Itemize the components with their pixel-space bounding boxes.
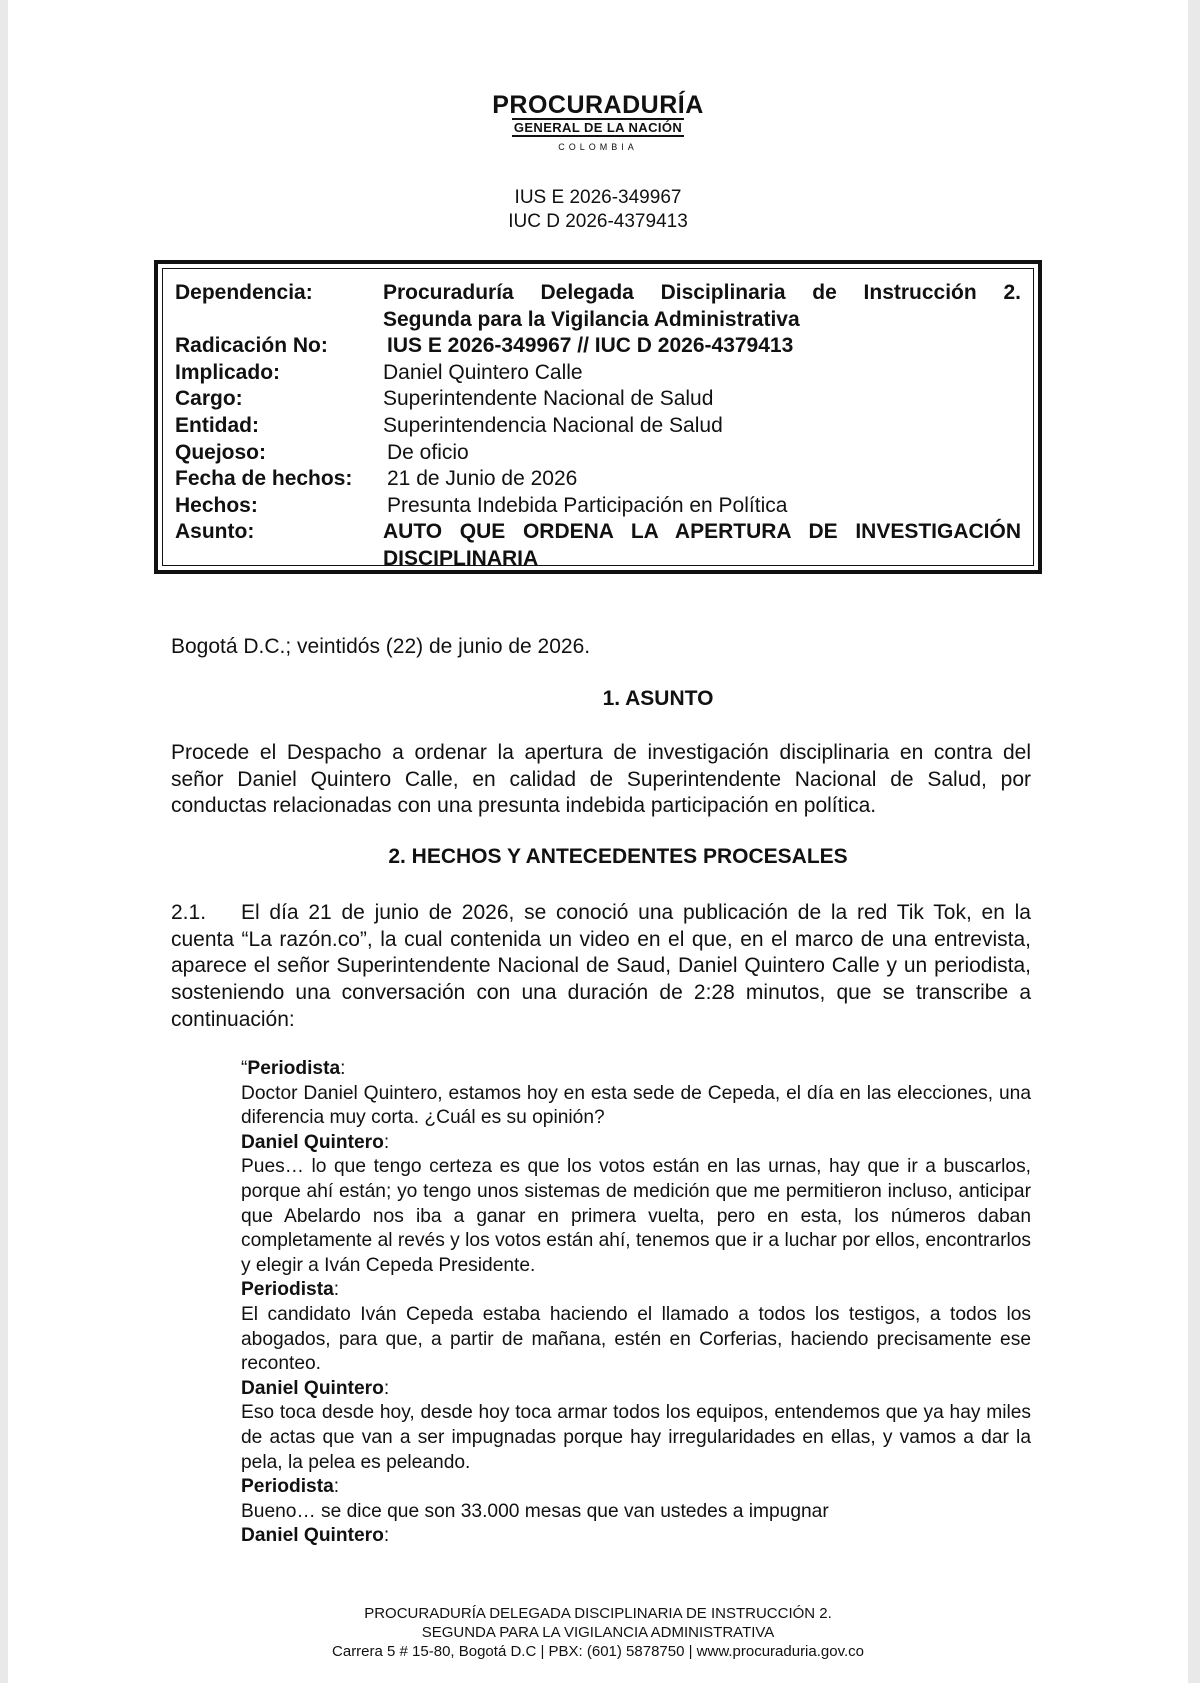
page-footer: [8, 1604, 1188, 1661]
value-cargo: Superintendente Nacional de Salud: [383, 387, 714, 411]
label-dependencia: Dependencia:: [175, 281, 313, 304]
speaker-name: Periodista: [247, 1058, 341, 1079]
procuraduria-logo: [8, 92, 1188, 155]
logo-sub-text: GENERAL DE LA NACIÓN: [513, 120, 683, 135]
speaker-colon: :: [383, 1525, 390, 1547]
speaker-line: [241, 1057, 1031, 1082]
speaker-line: [241, 1131, 1031, 1156]
row-asunto: [175, 519, 1021, 546]
speaker-colon: :: [340, 1058, 346, 1079]
label-hechos: Hechos:: [175, 493, 258, 517]
row-entidad: [175, 413, 1021, 440]
row-dependencia: [175, 280, 1021, 307]
ius-number: IUS E 2026-349967: [514, 187, 682, 208]
open-quote: “: [241, 1058, 248, 1079]
value-fecha: 21 de Junio de 2026: [387, 467, 578, 491]
document-page: [8, 0, 1188, 1683]
row-dependencia-2: [175, 307, 1021, 334]
row-hechos: [175, 493, 1021, 520]
label-spacer: [175, 307, 383, 334]
transcript-text: El candidato Iván Cepeda estaba haciendo el llamado a todos los testigos, a todos los abogados, para que, a partir de mañana, estén en Corferias, haciendo precisamente ese reconteo.: [241, 1303, 1031, 1375]
footer-line-1: PROCURADURÍA DELEGADA DISCIPLINARIA DE INSTRUCCIÓN 2.: [364, 1605, 832, 1622]
speaker-line: [241, 1278, 1031, 1303]
logo-main-text: PROCURADURÍA: [492, 91, 704, 119]
value-quejoso: De oficio: [387, 440, 469, 464]
speaker-name: Daniel Quintero: [241, 1377, 384, 1399]
speaker-colon: :: [383, 1377, 390, 1399]
case-info-box: [154, 260, 1042, 574]
value-implicado: Daniel Quintero Calle: [383, 360, 583, 384]
paragraph-2-1-number: 2.1.: [171, 901, 207, 924]
label-implicado: Implicado:: [175, 360, 281, 384]
speaker-name: Periodista: [241, 1279, 334, 1301]
label-quejoso: Quejoso:: [175, 440, 267, 464]
row-radicacion: [175, 333, 1021, 360]
transcript: [241, 1057, 1031, 1549]
speaker-colon: :: [333, 1279, 340, 1301]
speaker-name: Periodista: [241, 1476, 334, 1498]
transcript-text: Doctor Daniel Quintero, estamos hoy en esta sede de Cepeda, el día en las elecciones, una diferencia muy corta. ¿Cuál es su opinión?: [241, 1082, 1031, 1129]
iuc-number: IUC D 2026-4379413: [508, 211, 688, 232]
date-line: Bogotá D.C.; veintidós (22) de junio de 2026.: [171, 635, 591, 658]
transcript-text: Pues… lo que tengo certeza es que los votos están en las urnas, hay que ir a buscarlos, porque ahí están; yo tengo unos sistemas de medición que me permitieron incluso, anticipar que Abelardo nos iba a ganar en primera vuelta, pero en esta, los números daban completamente al revés y los votos están ahí, tenemos que ir a luchar por ellos, encontrarlos y elegir a Iván Cepeda Presidente.: [241, 1156, 1031, 1276]
transcript-text: Bueno… se dice que son 33.000 mesas que van ustedes a impugnar: [241, 1500, 829, 1522]
value-asunto-1: AUTO QUE ORDENA LA APERTURA DE INVESTIGACIÓN: [383, 520, 1021, 544]
label-asunto: Asunto:: [175, 520, 255, 544]
speaker-line: [241, 1377, 1031, 1402]
label-entidad: Entidad:: [175, 413, 259, 437]
speaker-colon: :: [383, 1131, 390, 1153]
speaker-name: Daniel Quintero: [241, 1131, 384, 1153]
value-entidad: Superintendencia Nacional de Salud: [383, 413, 723, 437]
section-1-text: Procede el Despacho a ordenar la apertura de investigación disciplinaria en contra del señor Daniel Quintero Calle, en calidad de Superintendente Nacional de Salud, por conductas relacionadas con una presunta indebida participación en política.: [171, 741, 1031, 818]
row-implicado: [175, 360, 1021, 387]
case-info-box-inner: [162, 268, 1034, 570]
value-radicacion: IUS E 2026-349967 // IUC D 2026-4379413: [387, 334, 794, 358]
speaker-colon: :: [333, 1476, 340, 1498]
speaker-line: [241, 1524, 1031, 1549]
value-hechos: Presunta Indebida Participación en Política: [387, 493, 788, 517]
section-1-title: 1. ASUNTO: [602, 687, 714, 710]
speaker-name: Daniel Quintero: [241, 1525, 384, 1547]
row-asunto-2: [175, 546, 1021, 573]
speaker-line: [241, 1475, 1031, 1500]
row-cargo: [175, 386, 1021, 413]
value-asunto-2: DISCIPLINARIA: [383, 546, 539, 570]
row-fecha: [175, 466, 1021, 493]
label-radicacion: Radicación No:: [175, 334, 328, 358]
paragraph-2-1-text: El día 21 de junio de 2026, se conoció una publicación de la red Tik Tok, en la cuenta “La razón.co”, la cual contenida un video en el que, en el marco de una entrevista, aparece el señor Superintendente Nacional de Saud, Daniel Quintero Calle y un periodista, sosteniendo una conversación con una duración de 2:28 minutos, que se transcribe a continuación:: [171, 901, 1031, 1031]
label-spacer-2: [175, 546, 383, 573]
value-dependencia-2: Segunda para la Vigilancia Administrativa: [383, 307, 800, 331]
label-fecha: Fecha de hechos:: [175, 467, 353, 491]
section-2-title: 2. HECHOS Y ANTECEDENTES PROCESALES: [388, 845, 848, 868]
footer-line-2: SEGUNDA PARA LA VIGILANCIA ADMINISTRATIVA: [421, 1624, 775, 1641]
row-quejoso: [175, 440, 1021, 467]
paragraph-2-1: [171, 900, 1031, 1034]
value-dependencia-1: Procuraduría Delegada Disciplinaria de Instrucción 2.: [383, 281, 1021, 304]
label-cargo: Cargo:: [175, 387, 243, 411]
footer-line-3: Carrera 5 # 15-80, Bogotá D.C | PBX: (601) 5878750 | www.procuraduria.gov.co: [332, 1643, 864, 1660]
logo-country-text: COLOMBIA: [558, 142, 638, 152]
case-ids: [8, 186, 1188, 234]
transcript-text: Eso toca desde hoy, desde hoy toca armar todos los equipos, entendemos que ya hay miles de actas que van a ser impugnadas porque hay irregularidades en ellas, y vamos a dar la pela, la pelea es peleando.: [241, 1402, 1031, 1473]
